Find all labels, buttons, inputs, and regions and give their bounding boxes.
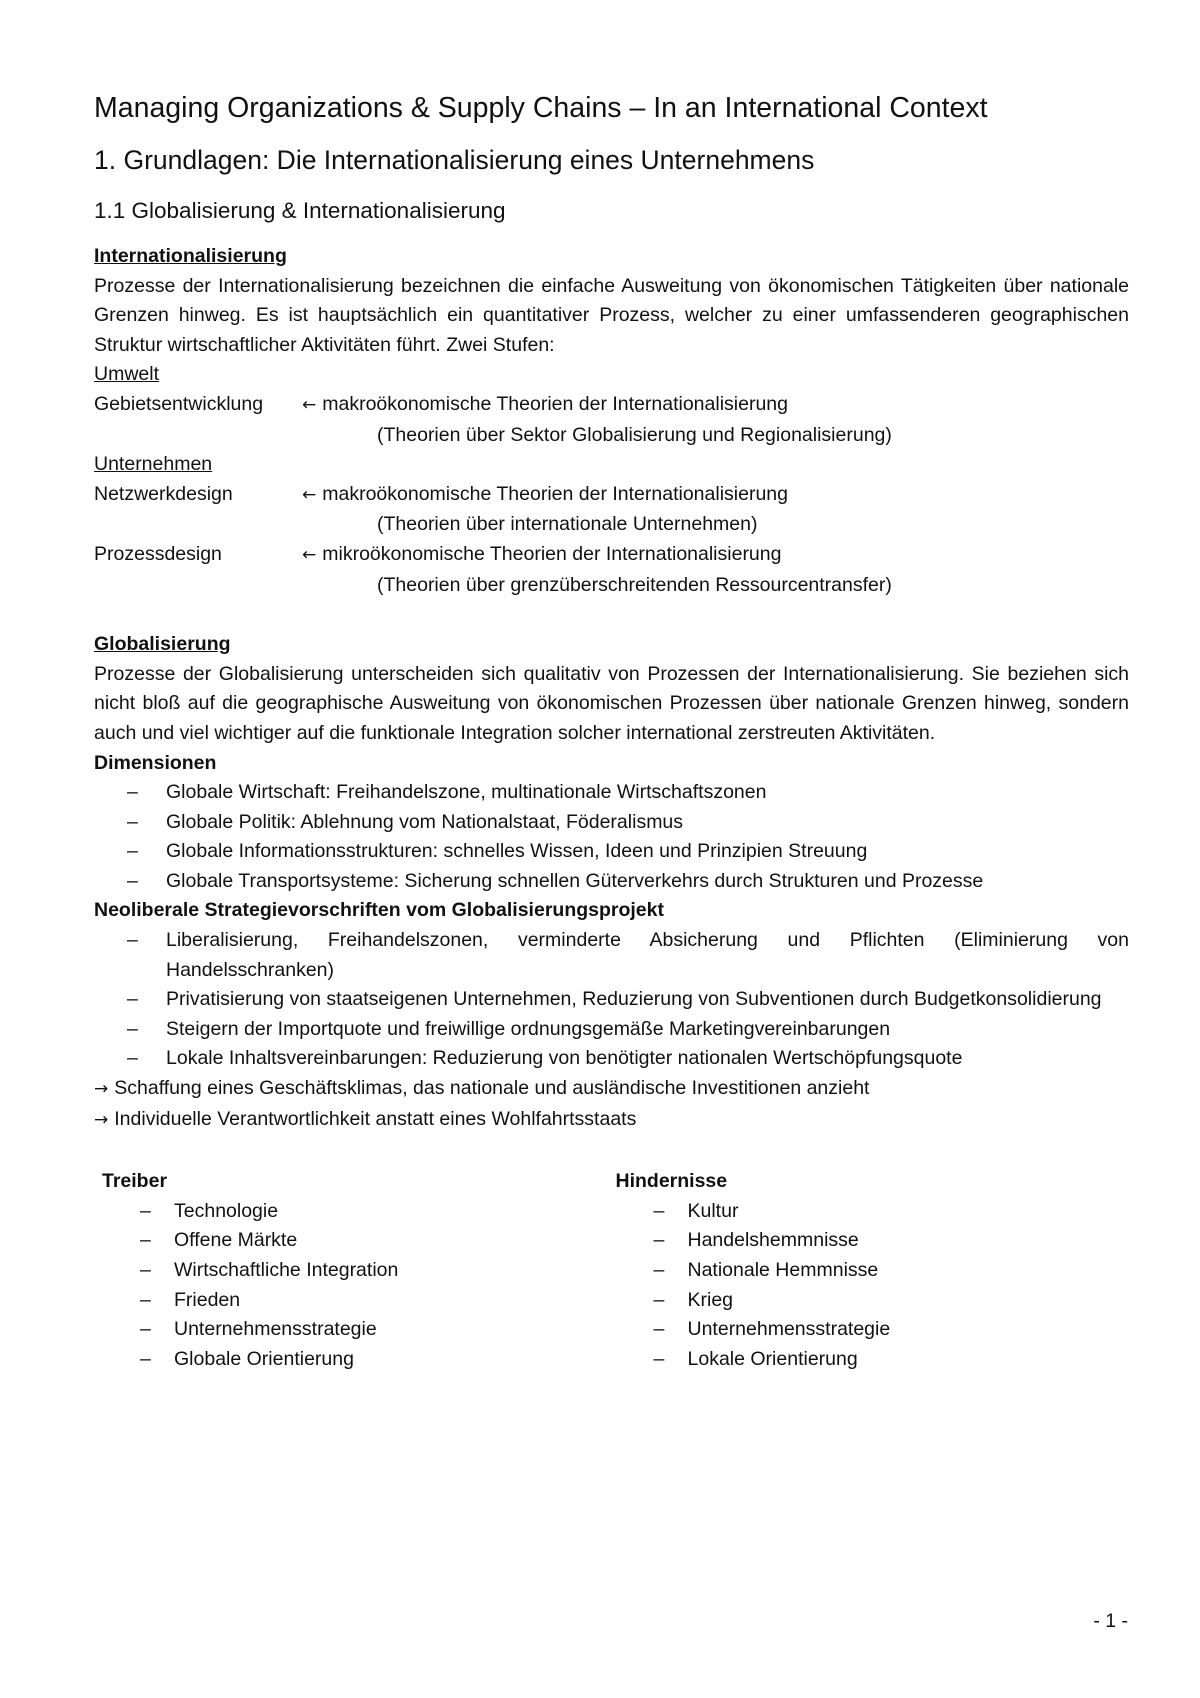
dash-icon: – — [127, 840, 138, 863]
page-number: - 1 - — [1093, 1610, 1128, 1632]
list-item: – Globale Orientierung — [102, 1345, 616, 1375]
page-content — [94, 92, 1129, 1374]
row-detail: (Theorien über grenzüberschreitenden Ressourcentransfer) — [377, 573, 892, 596]
arrow-left-icon: ← — [302, 484, 317, 505]
dash-icon: – — [127, 988, 138, 1011]
theory-row — [94, 480, 1129, 511]
row-label: Prozessdesign — [94, 542, 222, 565]
arrow-left-icon: ← — [302, 544, 317, 565]
unternehmen-label: Unternehmen — [94, 453, 213, 476]
list-item: – Nationale Hemmnisse — [616, 1256, 1130, 1286]
section-heading: 1.1 Globalisierung & Internationalisierung — [94, 198, 506, 223]
dash-icon: – — [140, 1199, 151, 1222]
arrow-right-icon: → — [94, 1109, 109, 1130]
hindernisse-heading: Hindernisse — [615, 1170, 728, 1193]
row-label: Netzwerkdesign — [94, 482, 233, 505]
list-item: – Privatisierung von staatseigenen Unternehmen, Reduzierung von Subventionen durch Budgetkonsolidierung — [94, 985, 1129, 1015]
dash-icon: – — [140, 1288, 151, 1311]
row-theory: mikroökonomische Theorien der Internationalisierung — [322, 542, 782, 565]
globalisierung-heading: Globalisierung — [94, 633, 231, 656]
list-item: – Wirtschaftliche Integration — [102, 1256, 616, 1286]
conclusion-line: → Individuelle Verantwortlichkeit anstatt eines Wohlfahrtsstaats — [94, 1107, 637, 1130]
row-detail: (Theorien über internationale Unternehmen) — [377, 513, 758, 536]
list-item: – Globale Wirtschaft: Freihandelszone, multinationale Wirtschaftszonen — [94, 778, 1129, 808]
row-theory: makroökonomische Theorien der Internationalisierung — [322, 482, 788, 505]
dash-icon: – — [653, 1229, 665, 1252]
conclusion-line: → Schaffung eines Geschäftsklimas, das nationale und ausländische Investitionen anzieht — [94, 1077, 870, 1100]
dash-icon: – — [653, 1347, 665, 1370]
list-item: – Offene Märkte — [102, 1226, 616, 1256]
dimensionen-list — [94, 778, 1129, 896]
globalisierung-paragraph: Prozesse der Globalisierung unterscheiden sich qualitativ von Prozessen der Internationalisierung. Sie beziehen sich nicht bloß auf die geographische Ausweitung von ökonomischen Prozessen über nationale Grenzen hinweg, sondern auch und viel wichtiger auf die funktionale Integration solcher international zerstreuten Aktivitäten. — [94, 662, 1129, 744]
row-label: Gebietsentwicklung — [94, 392, 264, 415]
dash-icon: – — [127, 810, 138, 833]
umwelt-label: Umwelt — [94, 363, 160, 386]
list-item: – Lokale Inhaltsvereinbarungen: Reduzierung von benötigter nationalen Wertschöpfungsquote — [94, 1044, 1129, 1074]
list-item: – Globale Politik: Ablehnung vom Nationalstaat, Föderalismus — [94, 808, 1129, 838]
list-item: – Kultur — [616, 1197, 1130, 1227]
arrow-right-icon: → — [94, 1079, 109, 1100]
list-item: – Globale Informationsstrukturen: schnelles Wissen, Ideen und Prinzipien Streuung — [94, 837, 1129, 867]
theory-row — [94, 390, 1129, 421]
list-item: – Steigern der Importquote und freiwillige ordnungsgemäße Marketingvereinbarungen — [94, 1015, 1129, 1045]
dash-icon: – — [127, 929, 138, 952]
hindernisse-list — [616, 1197, 1130, 1375]
dash-icon: – — [127, 1047, 138, 1070]
dash-icon: – — [127, 869, 138, 892]
dash-icon: – — [140, 1347, 151, 1370]
dash-icon: – — [140, 1229, 151, 1252]
document-title: Managing Organizations & Supply Chains – In an International Context — [94, 92, 988, 124]
list-item: – Handelshemmnisse — [616, 1226, 1130, 1256]
row-theory: makroökonomische Theorien der Internationalisierung — [322, 392, 788, 415]
dash-icon: – — [127, 1017, 138, 1040]
row-detail: (Theorien über Sektor Globalisierung und Regionalisierung) — [377, 423, 892, 446]
list-item: – Frieden — [102, 1286, 616, 1316]
list-item: – Lokale Orientierung — [616, 1345, 1130, 1375]
list-item: – Unternehmensstrategie — [102, 1315, 616, 1345]
dash-icon: – — [140, 1259, 151, 1281]
drivers-barriers-columns — [102, 1167, 1129, 1374]
internationalisierung-paragraph: Prozesse der Internationalisierung bezeichnen die einfache Ausweitung von ökonomischen Tätigkeiten über nationale Grenzen hinweg. Es ist hauptsächlich ein quantitativer Prozess, welcher zu einer umfassenderen geographischen Struktur wirtschaftlicher Aktivitäten führt. Zwei Stufen: — [94, 274, 1129, 356]
dash-icon: – — [653, 1259, 665, 1281]
dash-icon: – — [127, 781, 138, 804]
dimensionen-heading: Dimensionen — [94, 751, 217, 774]
theory-row — [94, 540, 1129, 571]
hindernisse-column — [616, 1167, 1130, 1374]
dash-icon: – — [653, 1288, 665, 1311]
list-item: – Technologie — [102, 1197, 616, 1227]
internationalisierung-heading: Internationalisierung — [94, 245, 287, 267]
list-item: – Krieg — [616, 1286, 1130, 1316]
dash-icon: – — [653, 1318, 665, 1341]
dash-icon: – — [140, 1318, 151, 1341]
treiber-heading: Treiber — [102, 1170, 168, 1193]
treiber-column — [102, 1167, 616, 1374]
list-item: – Liberalisierung, Freihandelszonen, verminderte Absicherung und Pflichten (Eliminierung von Handelsschranken) — [94, 926, 1129, 985]
list-item: – Globale Transportsysteme: Sicherung schnellen Güterverkehrs durch Strukturen und Prozesse — [94, 867, 1129, 897]
neoliberal-list — [94, 926, 1129, 1074]
arrow-left-icon: ← — [302, 394, 317, 415]
neoliberal-heading: Neoliberale Strategievorschriften vom Globalisierungsprojekt — [94, 899, 664, 922]
chapter-heading: 1. Grundlagen: Die Internationalisierung eines Unternehmens — [94, 145, 815, 175]
dash-icon: – — [653, 1199, 665, 1222]
list-item: – Unternehmensstrategie — [616, 1315, 1130, 1345]
treiber-list — [102, 1197, 616, 1375]
